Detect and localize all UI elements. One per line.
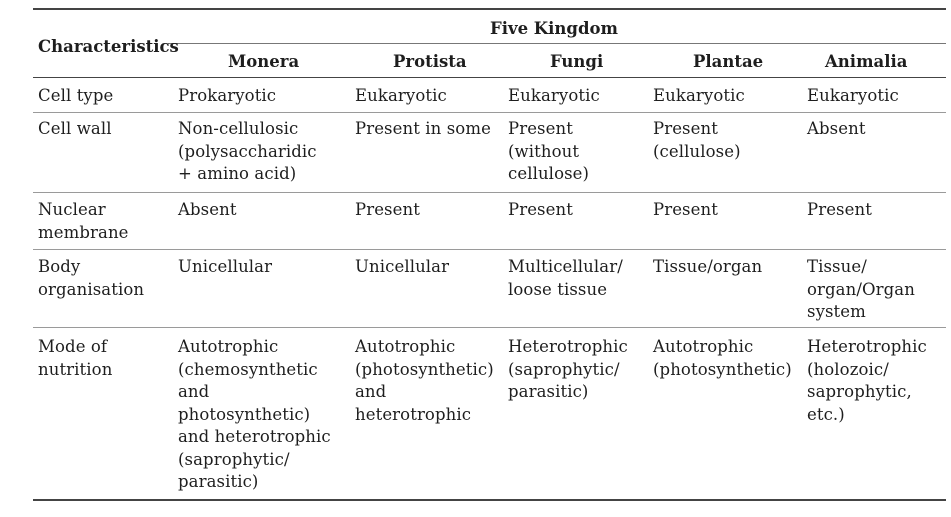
table-cell: Present xyxy=(355,200,420,219)
row-label-nuclear-membrane: Nuclear membrane xyxy=(38,200,129,242)
table-cell: Heterotrophic (saprophytic/ parasitic) xyxy=(508,337,628,401)
table-bottom-rule xyxy=(33,499,946,501)
row-label-cell-type: Cell type xyxy=(38,86,114,105)
table-top-rule xyxy=(33,8,946,10)
table-cell: Present xyxy=(653,200,718,219)
row-divider xyxy=(33,112,946,113)
header-bottom-rule xyxy=(33,77,946,78)
row-label-cell-wall: Cell wall xyxy=(38,119,112,138)
table-cell: Unicellular xyxy=(355,257,450,276)
table-cell: Present (cellulose) xyxy=(653,119,741,161)
table-cell: Absent xyxy=(178,200,237,219)
table-cell: Multicellular/ loose tissue xyxy=(508,257,623,299)
group-header: Five Kingdom xyxy=(490,19,618,38)
table-cell: Eukaryotic xyxy=(653,86,745,105)
row-divider xyxy=(33,249,946,250)
table-cell: Eukaryotic xyxy=(807,86,899,105)
row-divider xyxy=(33,192,946,193)
table-cell: Heterotrophic (holozoic/ saprophytic, etc.) xyxy=(807,337,927,424)
table-cell: Eukaryotic xyxy=(508,86,600,105)
column-header-monera: Monera xyxy=(228,52,300,71)
table-cell: Present (without cellulose) xyxy=(508,119,590,183)
row-label-mode-of-nutrition: Mode of nutrition xyxy=(38,337,113,379)
column-header-protista: Protista xyxy=(393,52,467,71)
row-label-body-organisation: Body organisation xyxy=(38,257,145,299)
table-cell: Unicellular xyxy=(178,257,273,276)
table-cell: Prokaryotic xyxy=(178,86,277,105)
column-header-fungi: Fungi xyxy=(550,52,604,71)
table-cell: Absent xyxy=(807,119,866,138)
row-divider xyxy=(33,327,946,328)
corner-header: Characteristics xyxy=(38,37,179,56)
table-cell: Tissue/organ xyxy=(653,257,763,276)
table-cell: Present in some xyxy=(355,119,491,138)
group-header-rule xyxy=(172,43,946,44)
table-cell: Present xyxy=(508,200,573,219)
table-cell: Tissue/ organ/Organ system xyxy=(807,257,915,321)
column-header-animalia: Animalia xyxy=(825,52,908,71)
table-cell: Autotrophic (photosynthetic) and heterotrophic xyxy=(355,337,494,424)
table-cell: Present xyxy=(807,200,872,219)
column-header-plantae: Plantae xyxy=(693,52,764,71)
table-cell: Eukaryotic xyxy=(355,86,447,105)
table-cell: Autotrophic (chemosynthetic and photosynthetic) and heterotrophic (saprophytic/ parasitic) xyxy=(178,337,331,491)
table-cell: Non-cellulosic (polysaccharidic + amino acid) xyxy=(178,119,317,183)
table-cell: Autotrophic (photosynthetic) xyxy=(653,337,792,379)
